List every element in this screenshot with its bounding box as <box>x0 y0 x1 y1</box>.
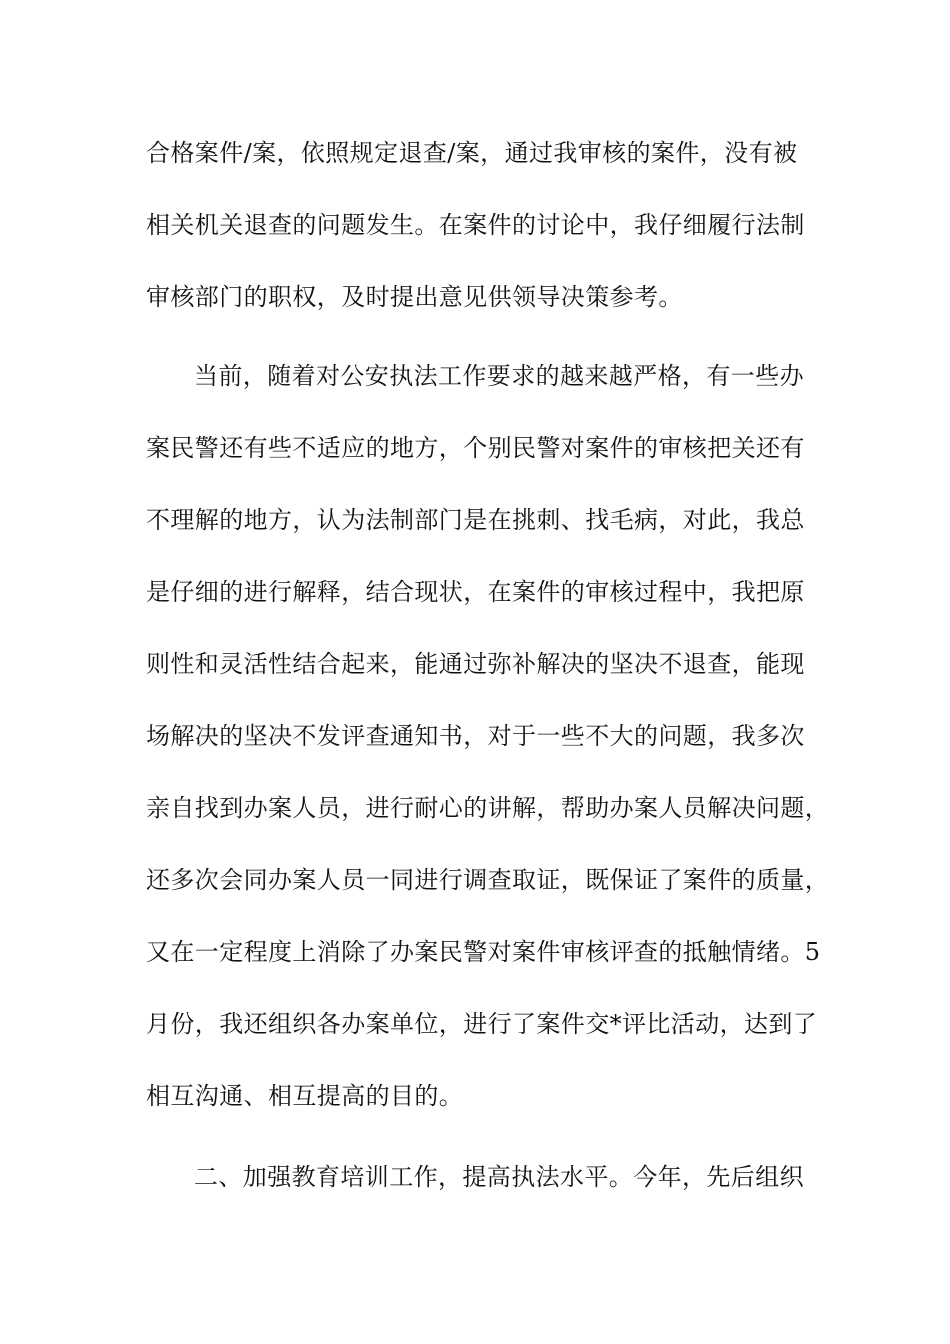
text-line: 还多次会同办案人员一同进行调查取证，既保证了案件的质量， <box>146 866 830 894</box>
text-line: 则性和灵活性结合起来，能通过弥补解决的坚决不退查，能现 <box>146 650 805 678</box>
section-heading-line: 二、加强教育培训工作，提高执法水平。今年，先后组织 <box>194 1163 804 1191</box>
text-line: 审核部门的职权，及时提出意见供领导决策参考。 <box>146 283 683 311</box>
text-line: 又在一定程度上消除了办案民警对案件审核评查的抵触情绪。5 <box>146 938 821 966</box>
text-line: 案民警还有些不适应的地方，个别民警对案件的审核把关还有 <box>146 434 805 462</box>
text-line: 是仔细的进行解释，结合现状，在案件的审核过程中，我把原 <box>146 578 805 606</box>
text-line: 不理解的地方，认为法制部门是在挑刺、找毛病，对此，我总 <box>146 506 805 534</box>
text-line: 亲自找到办案人员，进行耐心的讲解，帮助办案人员解决问题， <box>146 794 830 822</box>
paragraph-first-line: 当前，随着对公安执法工作要求的越来越严格，有一些办 <box>194 362 804 390</box>
text-line: 场解决的坚决不发评查通知书，对于一些不大的问题，我多次 <box>146 722 805 750</box>
text-line: 相关机关退查的问题发生。在案件的讨论中，我仔细履行法制 <box>146 211 805 239</box>
text-line: 相互沟通、相互提高的目的。 <box>146 1082 464 1110</box>
text-line: 合格案件/案，依照规定退查/案，通过我审核的案件，没有被 <box>146 139 798 167</box>
text-line: 月份，我还组织各办案单位，进行了案件交*评比活动，达到了 <box>146 1010 818 1038</box>
